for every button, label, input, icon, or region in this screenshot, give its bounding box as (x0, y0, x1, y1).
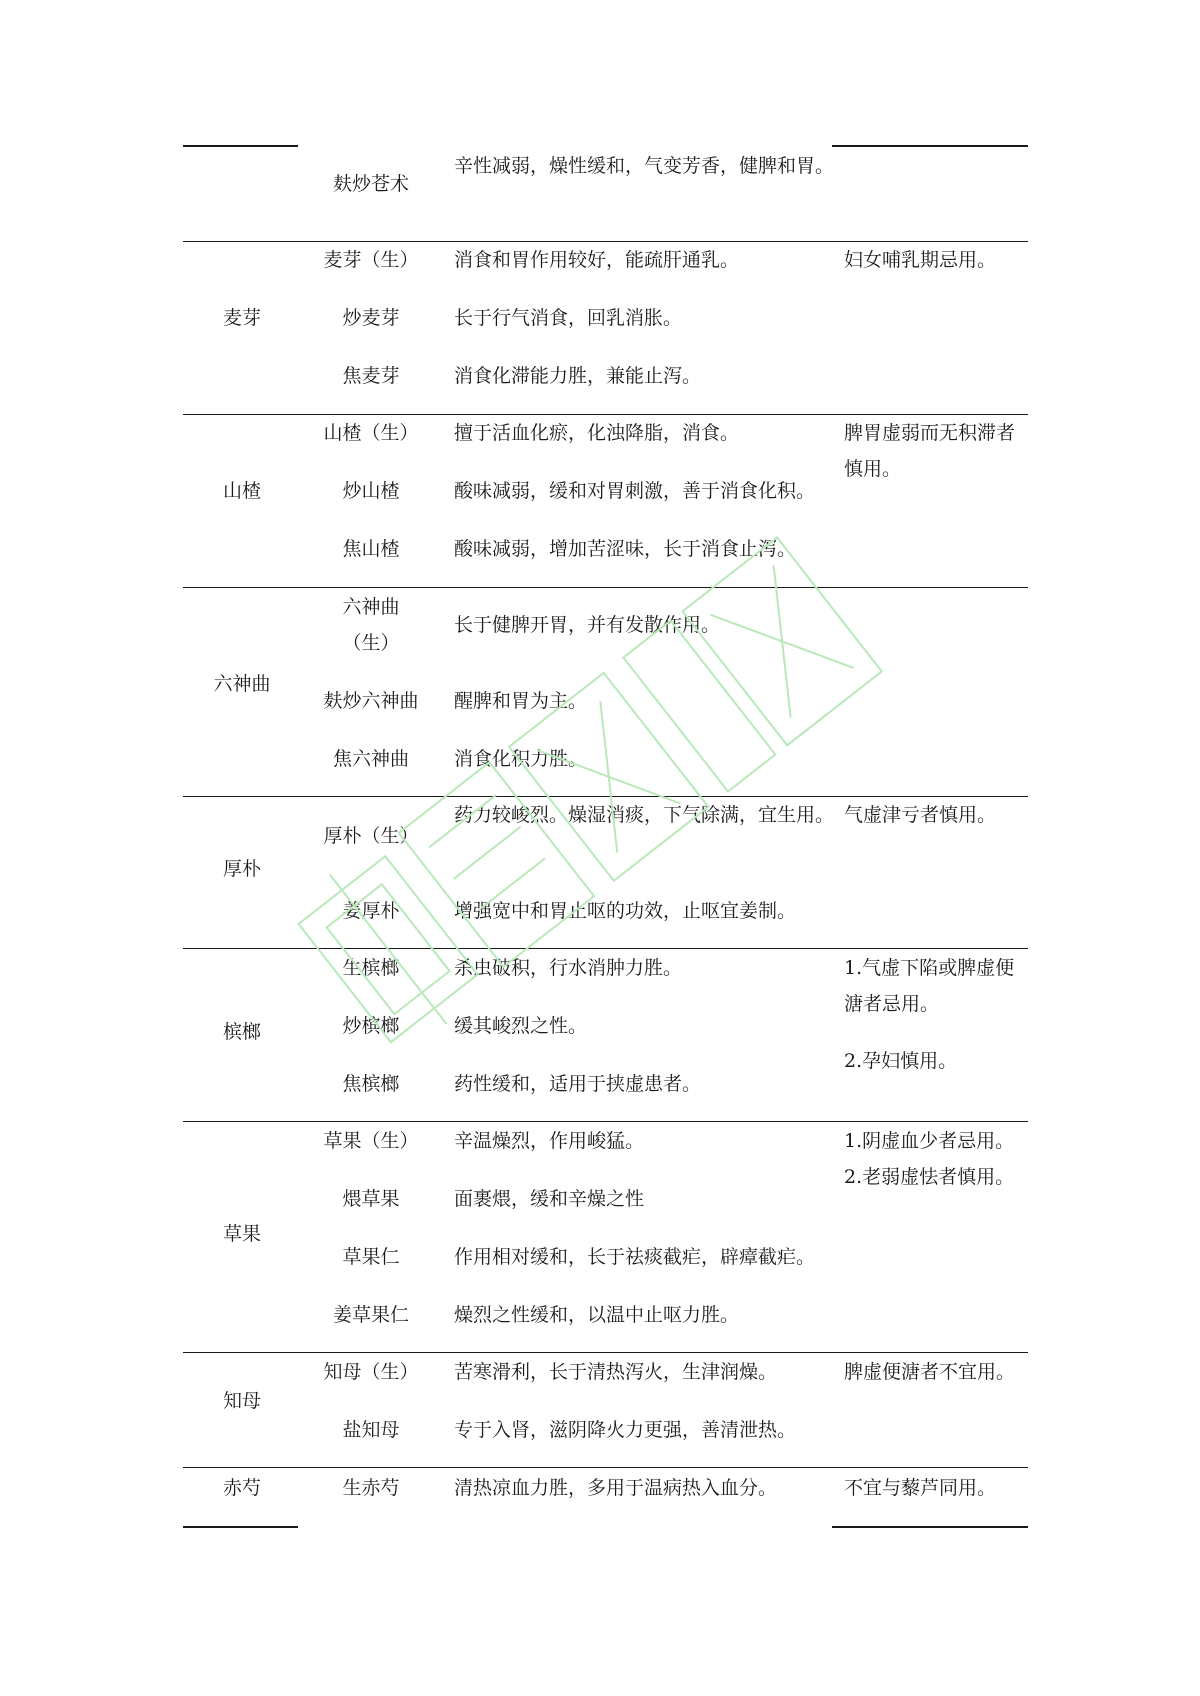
processing-form: 草果仁 (342, 1246, 400, 1268)
effect-text: 增强宽中和胃止呕的功效，止呕宜姜制。 (454, 900, 797, 922)
caution-text: 不宜与藜芦同用。 (844, 1477, 997, 1499)
processing-form: 焦麦芽 (342, 365, 400, 387)
effect-text: 药性缓和，适用于挟虚患者。 (454, 1073, 702, 1095)
caution-text: 2.老弱虚怯者慎用。 (844, 1166, 1015, 1188)
processing-form: 焦槟榔 (342, 1073, 400, 1095)
processing-form: 煨草果 (342, 1188, 400, 1210)
effect-text: 缓其峻烈之性。 (454, 1015, 588, 1037)
processing-form: 姜厚朴 (342, 900, 400, 922)
processing-form: 姜草果仁 (332, 1304, 409, 1326)
processing-form: 盐知母 (342, 1419, 400, 1441)
effect-text: 杀虫破积，行水消肿力胜。 (454, 957, 683, 979)
caution-text: 气虚津亏者慎用。 (844, 804, 997, 826)
processing-form: 知母（生） (323, 1361, 419, 1383)
herb-name: 槟榔 (222, 1021, 261, 1043)
effect-text: 酸味减弱，缓和对胃刺激，善于消食化积。 (454, 480, 816, 502)
processing-form: 厚朴（生） (323, 825, 419, 847)
herb-name: 山楂 (222, 480, 261, 502)
processing-form: 焦六神曲 (332, 748, 409, 770)
effect-text: 苦寒滑利，长于清热泻火，生津润燥。 (454, 1361, 778, 1383)
caution-text: 1.阴虚血少者忌用。 (844, 1130, 1015, 1152)
caution-text: 脾虚便溏者不宜用。 (844, 1361, 1016, 1383)
row-divider (183, 1467, 1028, 1468)
effect-text: 清热凉血力胜，多用于温病热入血分。 (454, 1477, 778, 1499)
top-left-rule (183, 145, 298, 147)
caution-text: 1.气虚下陷或脾虚便溏者忌用。 (844, 957, 1015, 1015)
row-divider (183, 948, 1028, 949)
row-divider (183, 1121, 1028, 1122)
processing-form: 草果（生） (323, 1130, 419, 1152)
processing-form: 麦芽（生） (323, 249, 419, 271)
herb-name: 草果 (222, 1223, 261, 1245)
effect-text: 辛性减弱，燥性缓和，气变芳香，健脾和胃。 (454, 155, 835, 177)
effect-text: 面裹煨，缓和辛燥之性 (454, 1188, 645, 1210)
effect-text: 药力较峻烈。燥湿消痰，下气除满，宜生用。 (454, 804, 835, 826)
effect-text: 消食化积力胜。 (454, 748, 588, 770)
top-right-rule (832, 145, 1028, 147)
effect-text: 长于健脾开胃，并有发散作用。 (454, 614, 721, 636)
effect-text: 专于入肾，滋阴降火力更强，善清泄热。 (454, 1419, 797, 1441)
processing-form: 炒山楂 (342, 480, 400, 502)
caution-text: 妇女哺乳期忌用。 (844, 249, 997, 271)
processing-form: 山楂（生） (323, 422, 419, 444)
caution-text: 脾胃虚弱而无积滞者慎用。 (844, 422, 1016, 480)
processing-form: 六神曲（生） (342, 596, 400, 654)
herb-name: 厚朴 (222, 858, 261, 880)
processing-form: 炒麦芽 (342, 307, 400, 329)
effect-text: 消食化滞能力胜，兼能止泻。 (454, 365, 702, 387)
caution-text: 2.孕妇慎用。 (844, 1050, 958, 1072)
herb-name: 赤芍 (222, 1477, 261, 1499)
processing-form: 焦山楂 (342, 538, 400, 560)
row-divider (183, 1352, 1028, 1353)
effect-text: 擅于活血化瘀，化浊降脂，消食。 (454, 422, 740, 444)
herb-name: 知母 (222, 1390, 261, 1412)
bottom-right-rule (832, 1526, 1028, 1528)
effect-text: 燥烈之性缓和，以温中止呕力胜。 (454, 1304, 740, 1326)
effect-text: 醒脾和胃为主。 (454, 690, 588, 712)
processing-form: 麸炒六神曲 (323, 690, 419, 712)
processing-form: 生赤芍 (342, 1477, 400, 1499)
processing-form: 麸炒苍术 (332, 173, 409, 195)
herb-name: 六神曲 (213, 673, 271, 695)
row-divider (183, 587, 1028, 588)
processing-form: 炒槟榔 (342, 1015, 400, 1037)
effect-text: 辛温燥烈，作用峻猛。 (454, 1130, 645, 1152)
herb-name: 麦芽 (222, 307, 261, 329)
effect-text: 作用相对缓和，长于祛痰截疟，辟瘴截疟。 (454, 1246, 816, 1268)
effect-text: 消食和胃作用较好，能疏肝通乳。 (454, 249, 740, 271)
effect-text: 长于行气消食，回乳消胀。 (454, 307, 683, 329)
bottom-left-rule (183, 1526, 298, 1528)
processing-form: 生槟榔 (342, 957, 400, 979)
effect-text: 酸味减弱，增加苦涩味，长于消食止泻。 (454, 538, 797, 560)
